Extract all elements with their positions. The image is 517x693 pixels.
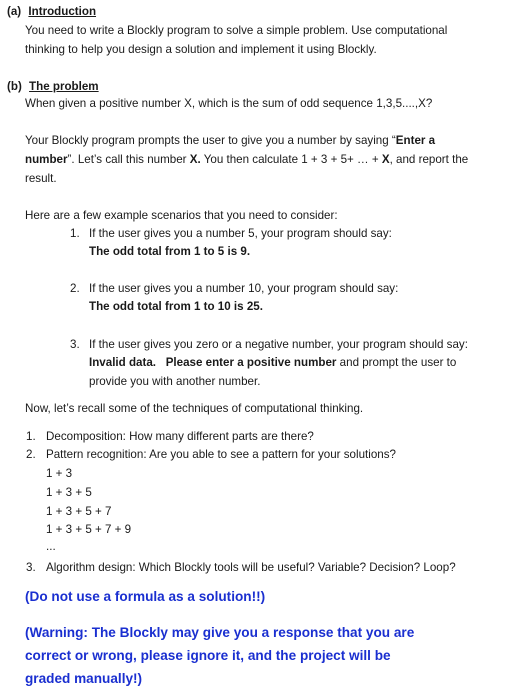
scenario-text: If the user gives you a number 5, your program should say: [89,227,392,240]
section-title: Introduction [28,5,97,18]
section-letter: (b) [7,80,22,93]
prompt-line-3: result. [25,172,57,185]
technique-number: 2. [26,448,36,461]
variable-x: X. [189,153,201,166]
sequence-example: 1 + 3 + 5 + 7 [46,505,112,518]
scenario-text: If the user gives you zero or a negative number, your program should say: [89,338,468,351]
scenario-number: 1. [70,227,80,240]
sequence-example: 1 + 3 + 5 [46,486,92,499]
grading-warning-line-3: graded manually!) [25,671,143,686]
scenario-answer: The odd total from 1 to 10 is 25. [89,300,263,313]
prompt-text: ”. Let’s call this number [67,153,190,166]
technique-text: Algorithm design: Which Blockly tools will be useful? Variable? Decision? Loop? [46,561,456,574]
section-letter: (a) [7,5,22,18]
intro-line-1: You need to write a Blockly program to solve a simple problem. Use computational [25,24,448,37]
technique-text: Decomposition: How many different parts are there? [46,430,314,443]
prompt-text: , and report the [389,153,469,166]
scenario-text: and prompt the user to [336,356,457,369]
technique-number: 3. [26,561,36,574]
technique-number: 1. [26,430,36,443]
formula-warning: (Do not use a formula as a solution!!) [25,589,266,604]
grading-warning-line-2: correct or wrong, please ignore it, and the project will be [25,648,391,663]
prompt-line-1 [25,132,435,150]
grading-warning-line-1: (Warning: The Blockly may give you a response that you are [25,625,415,640]
prompt-text: Your Blockly program prompts the user to give you a number by saying “ [25,134,396,147]
problem-question: When given a positive number X, which is the sum of odd sequence 1,3,5....,X? [25,97,433,110]
sequence-example: 1 + 3 + 5 + 7 + 9 [46,523,132,536]
scenario-answer: The odd total from 1 to 5 is 9. [89,245,251,258]
prompt-line-2 [25,151,468,169]
section-heading-introduction [7,3,96,21]
scenarios-intro: Here are a few example scenarios that you need to consider: [25,209,338,222]
scenario-number: 2. [70,282,80,295]
sequence-example: 1 + 3 [46,467,73,480]
scenario-text: If the user gives you a number 10, your program should say: [89,282,399,295]
section-title: The problem [29,80,99,93]
scenario-number: 3. [70,338,80,351]
variable-x: X [381,153,390,166]
section-heading-problem [7,78,99,96]
reprompt-text: Please enter a positive number [165,356,337,369]
invalid-data-text: Invalid data. [89,356,157,369]
scenario-text-line-2 [89,354,456,372]
technique-text: Pattern recognition: Are you able to see a pattern for your solutions? [46,448,396,461]
sequence-ellipsis: ... [46,540,56,553]
techniques-intro: Now, let’s recall some of the techniques of computational thinking. [25,402,364,415]
prompt-text: You then calculate 1 + 3 + 5+ … + [200,153,382,166]
intro-line-2: thinking to help you design a solution and implement it using Blockly. [25,43,377,56]
prompt-bold: number [25,153,68,166]
prompt-bold: Enter a [395,134,436,147]
scenario-text-line-3: provide you with another number. [89,375,261,388]
